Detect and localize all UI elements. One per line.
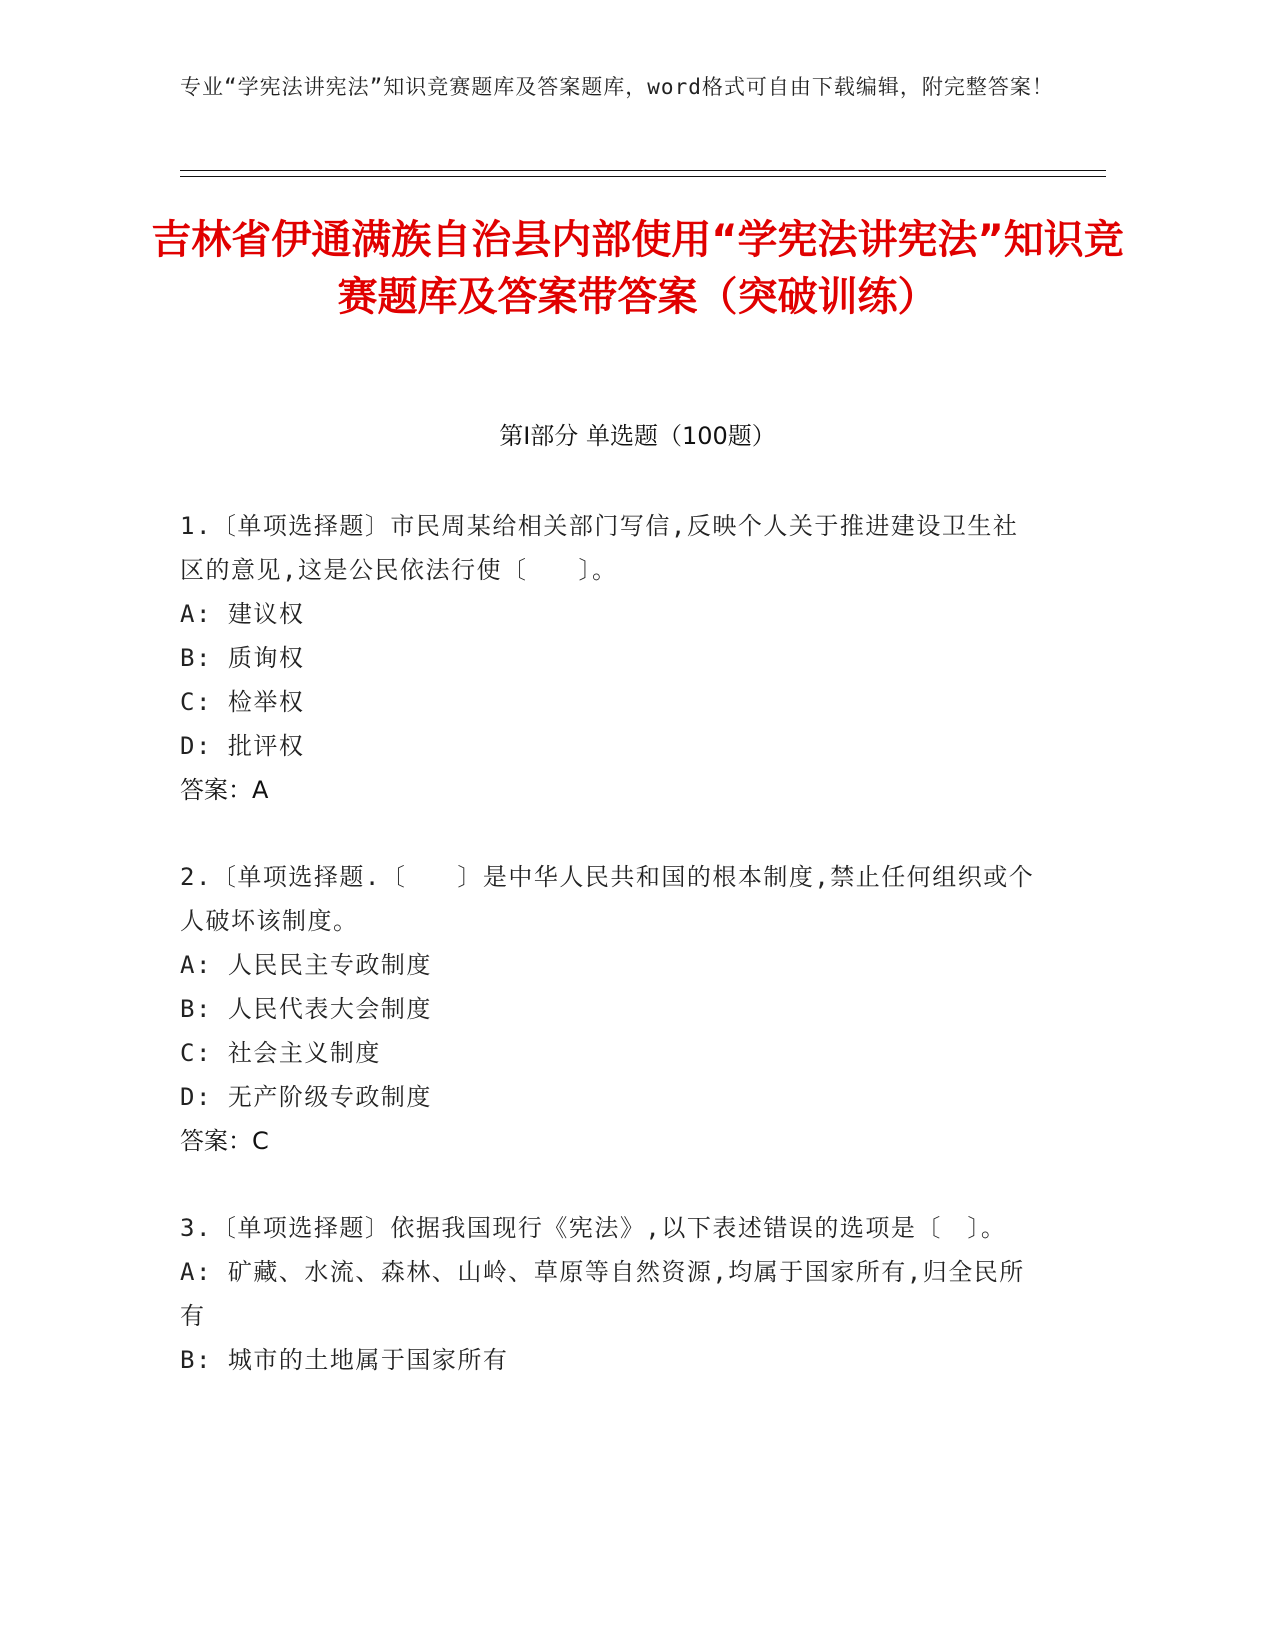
option-d: D: 批评权 — [180, 732, 305, 760]
option-c: C: 检举权 — [180, 688, 305, 716]
option-a: A: 人民民主专政制度 — [180, 951, 432, 979]
header-divider-bottom — [180, 176, 1106, 177]
answer-line: 答案：C — [180, 1127, 269, 1155]
header-divider-top — [180, 170, 1106, 171]
option-c: C: 社会主义制度 — [180, 1039, 381, 1067]
option-b: B: 城市的土地属于国家所有 — [180, 1346, 509, 1374]
document-title: 吉林省伊通满族自治县内部使用“学宪法讲宪法”知识竞赛题库及答案带答案（突破训练） — [151, 217, 1124, 320]
question-stem: 3.〔单项选择题〕依据我国现行《宪法》,以下表述错误的选项是〔 〕。 — [180, 1214, 1007, 1242]
question-list — [180, 504, 1040, 1425]
question-2 — [180, 855, 1040, 1163]
question-1 — [180, 504, 1040, 812]
question-stem: 1.〔单项选择题〕市民周某给相关部门写信,反映个人关于推进建设卫生社区的意见,这是公民依法行使〔 〕。 — [180, 512, 1019, 584]
section-title: 第Ⅰ部分 单选题（100题） — [499, 422, 776, 450]
option-d: D: 无产阶级专政制度 — [180, 1083, 432, 1111]
question-stem: 2.〔单项选择题.〔 〕是中华人民共和国的根本制度,禁止任何组织或个人破坏该制度。 — [180, 863, 1035, 935]
option-b: B: 质询权 — [180, 644, 305, 672]
option-a: A: 矿藏、水流、森林、山岭、草原等自然资源,均属于国家所有,归全民所有 — [180, 1258, 1025, 1330]
answer-line: 答案：A — [180, 776, 269, 804]
option-a: A: 建议权 — [180, 600, 305, 628]
question-3 — [180, 1206, 1040, 1382]
option-b: B: 人民代表大会制度 — [180, 995, 432, 1023]
header-note: 专业“学宪法讲宪法”知识竞赛题库及答案题库，word格式可自由下载编辑，附完整答案！ — [180, 75, 1054, 99]
